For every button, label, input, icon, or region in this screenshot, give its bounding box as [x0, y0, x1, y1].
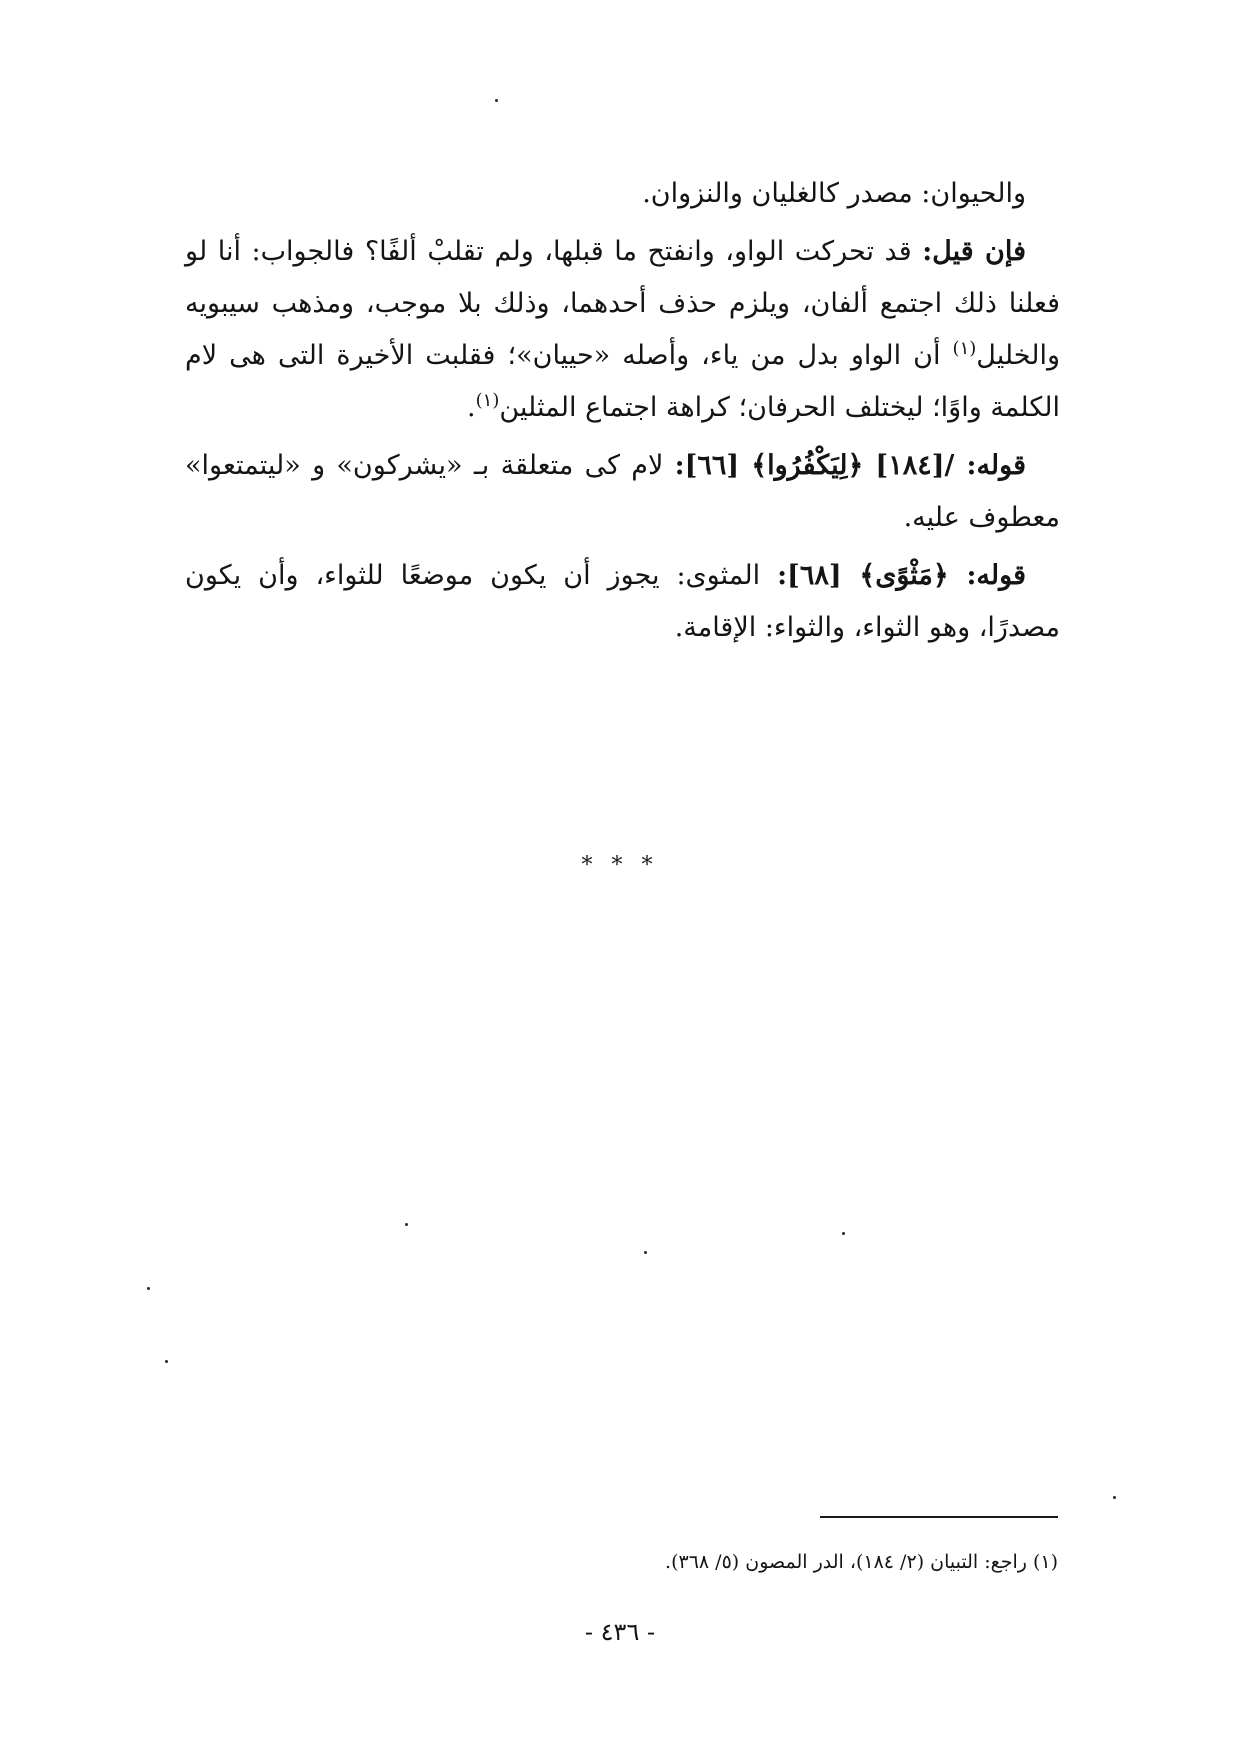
- paragraph-4: [185, 550, 1060, 654]
- footnote-marker-2: (١): [475, 390, 500, 411]
- paragraph-2-lead: فإن قيل:: [922, 236, 1026, 267]
- scan-speck: [495, 99, 498, 102]
- paragraph-4-lead: قوله: ﴿مَثْوًى﴾ [٦٨]:: [777, 560, 1026, 591]
- page-number: - ٤٣٦ -: [584, 1618, 656, 1646]
- paragraph-3-lead: قوله: /[١٨٤] ﴿لِيَكْفُرُوا﴾ [٦٦]:: [674, 450, 1027, 481]
- scan-speck: [1113, 1496, 1116, 1499]
- paragraph-1-text: والحيوان: مصدر كالغليان والنزوان.: [642, 178, 1026, 209]
- paragraph-1: [185, 168, 1060, 220]
- paragraph-2-text-a: قد تحركت الواو، وانفتح ما قبلها، ولم تقلبْ ألفًا؟ فالجواب: أنا لو فعلنا ذلك اجتمع ألفان، ويلزم حذف أحدهما، وذلك بلا موجب، ومذهب سيبويه والخليل: [185, 236, 1060, 371]
- footnote: (١) راجع: التبيان (٢/ ١٨٤)، الدر المصون (٥/ ٣٦٨).: [665, 1551, 1058, 1573]
- scan-speck: [147, 1287, 150, 1290]
- footnote-marker-1: (١): [952, 338, 977, 359]
- paragraph-2-end: .: [467, 392, 476, 423]
- scan-speck: [842, 1232, 845, 1235]
- footnote-divider: [820, 1516, 1058, 1518]
- main-text: [185, 168, 1060, 654]
- paragraph-2: [185, 226, 1060, 434]
- scan-speck: [405, 1223, 408, 1226]
- paragraph-3-text: لام كى متعلقة بـ «يشركون» و «ليتمتعوا» معطوف عليه.: [185, 450, 1060, 533]
- section-separator: * * *: [581, 853, 659, 878]
- paragraph-3: [185, 440, 1060, 544]
- paragraph-4-text: المثوى: يجوز أن يكون موضعًا للثواء، وأن يكون مصدرًا، وهو الثواء، والثواء: الإقامة.: [185, 560, 1060, 643]
- scan-speck: [165, 1360, 168, 1363]
- scan-speck: [644, 1251, 647, 1254]
- paragraph-2-text-b: أن الواو بدل من ياء، وأصله «حييان»؛ فقلبت الأخيرة التى هى لام الكلمة واوًا؛ ليختلف الحرفان؛ كراهة اجتماع المثلين: [185, 340, 1060, 423]
